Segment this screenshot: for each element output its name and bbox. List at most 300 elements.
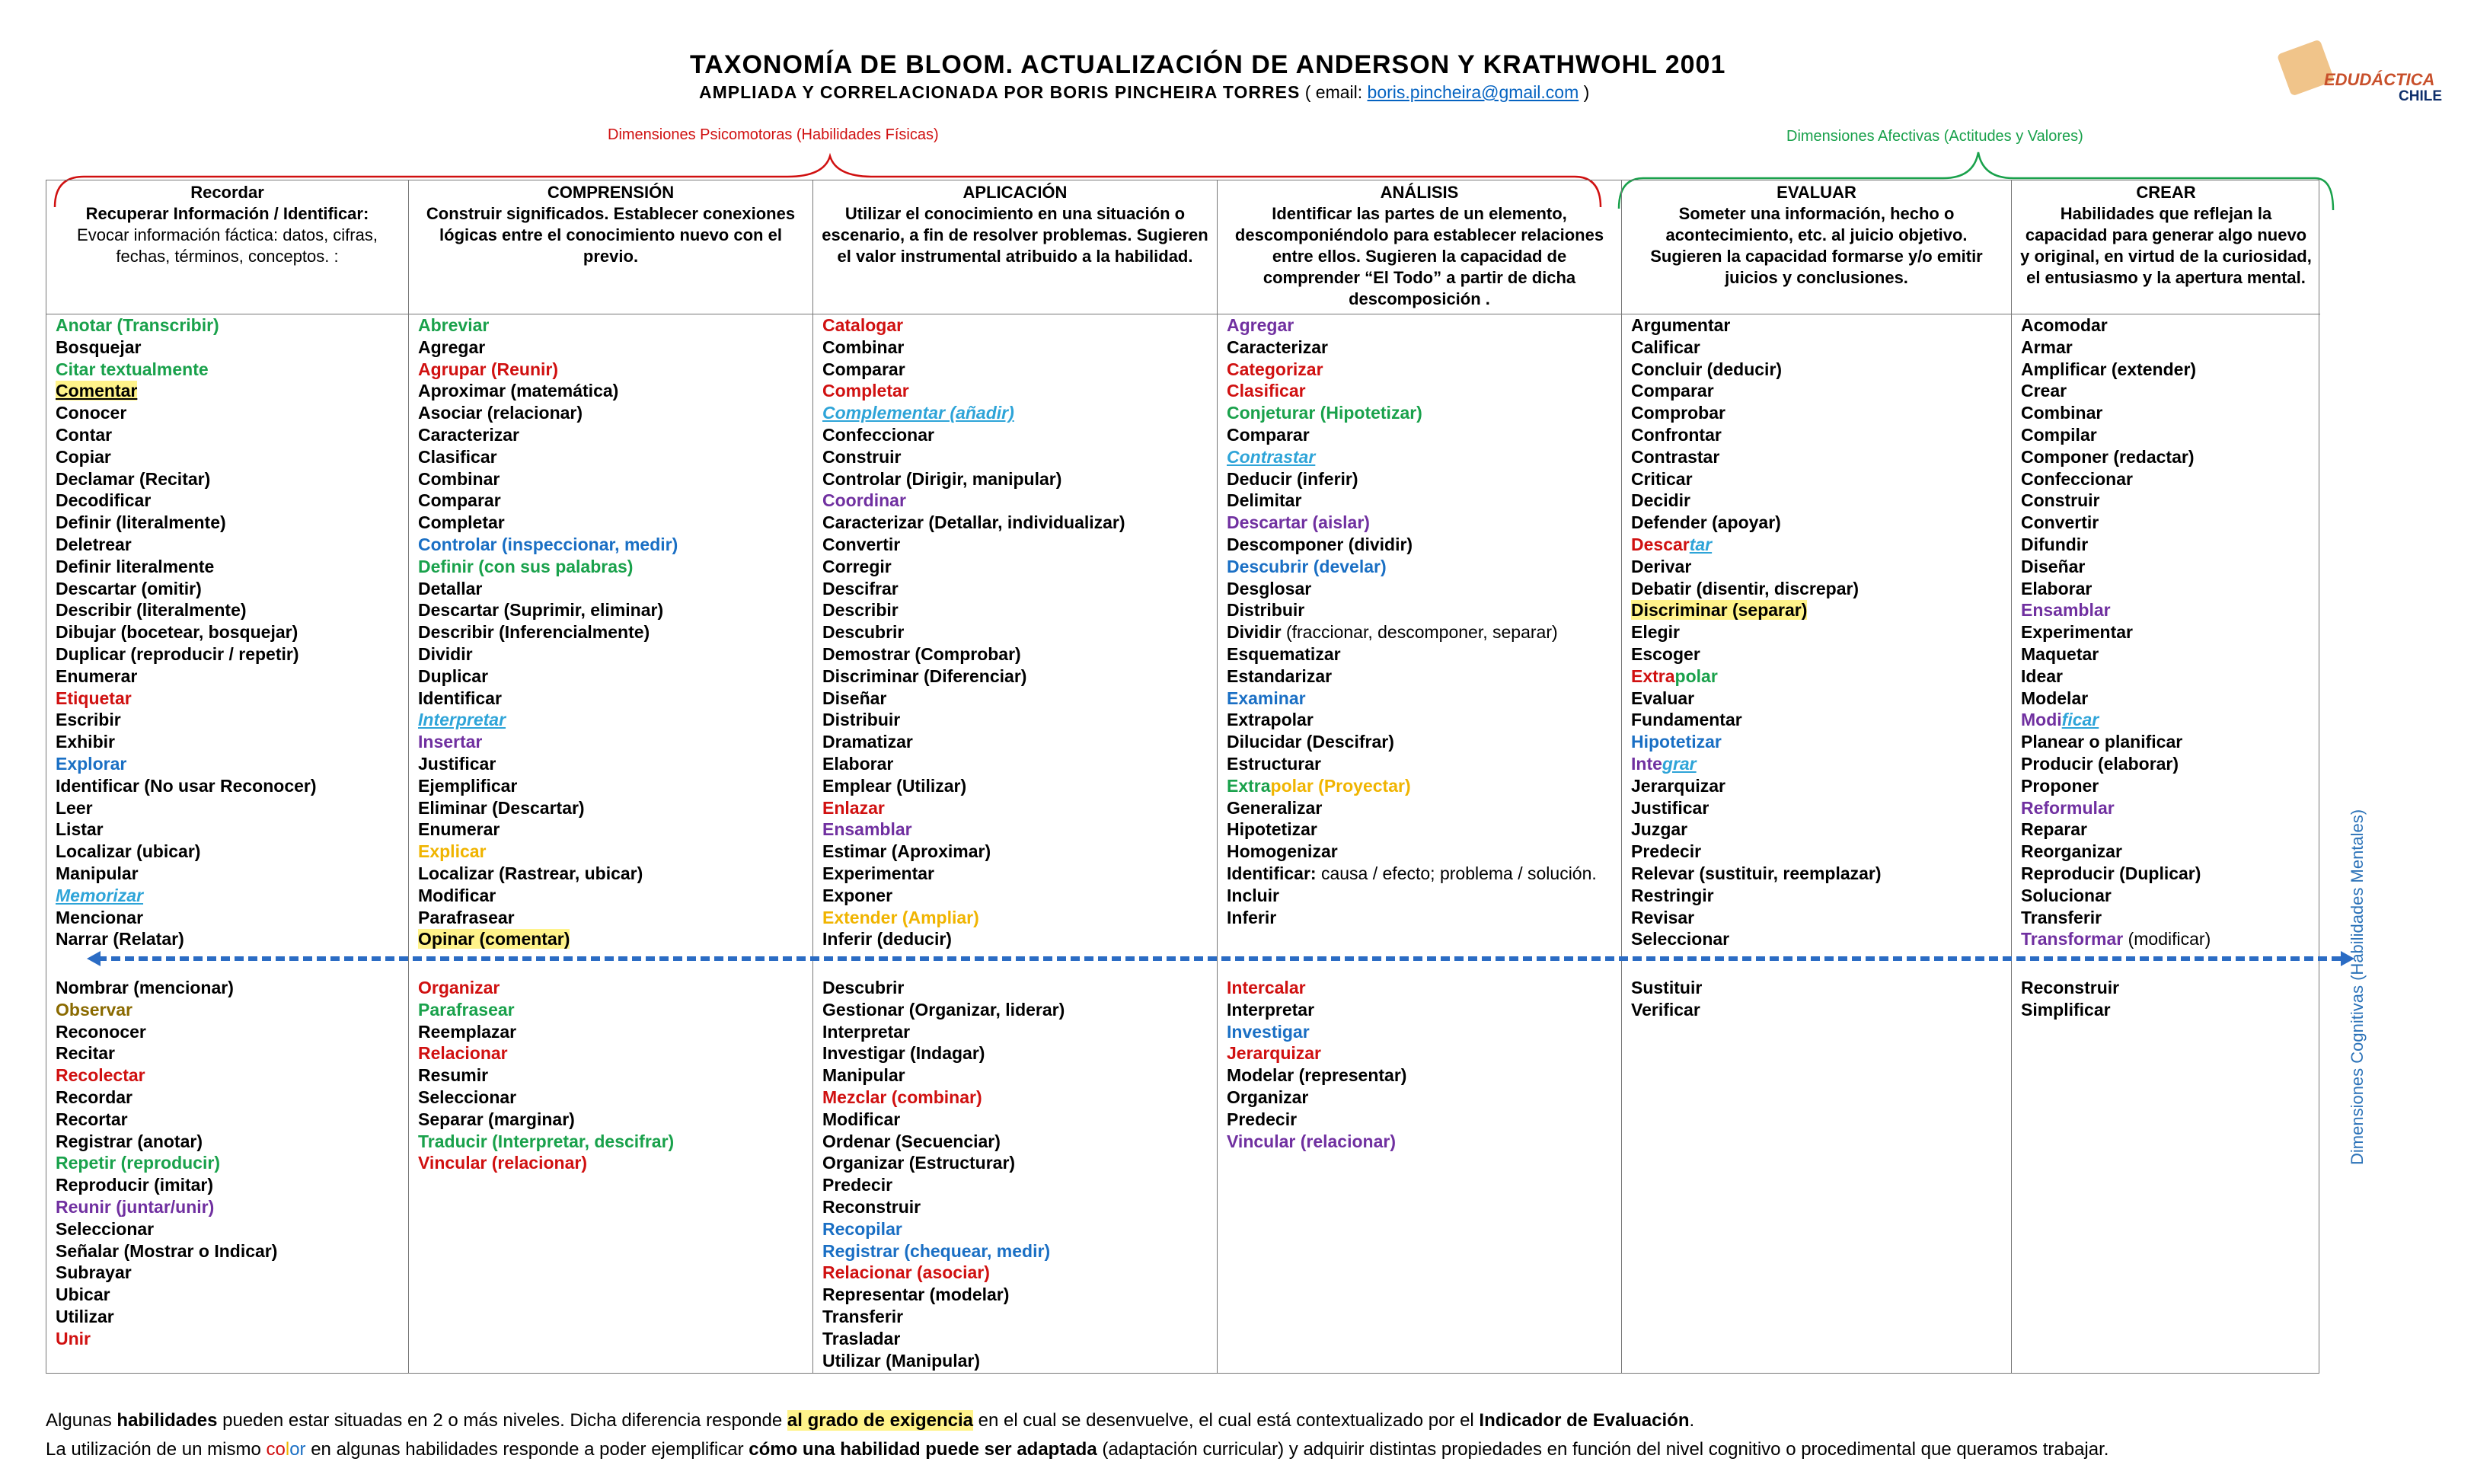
skill-verb-text: Manipular — [56, 863, 139, 883]
skill-verb-text: Desglosar — [1227, 578, 1312, 598]
skill-verb — [822, 314, 1214, 337]
skill-verb-text: Duplicar (reproducir / repetir) — [56, 643, 299, 664]
skill-verb — [418, 907, 809, 929]
skill-verb — [56, 599, 405, 621]
skill-verb — [1227, 643, 1618, 665]
skill-verb-text: Inferir — [1227, 907, 1277, 927]
column-crear — [2012, 180, 2320, 1373]
skill-verb-text: Dividir — [1227, 622, 1282, 643]
skill-verb — [1631, 977, 2008, 999]
skill-verb-text: Combinar — [822, 337, 905, 357]
skill-verb-text: Nombrar (mencionar) — [56, 978, 234, 997]
skill-verb — [56, 1042, 405, 1064]
skill-verb — [2021, 556, 2317, 578]
skill-verb — [418, 731, 809, 753]
skill-verb — [418, 643, 809, 665]
skill-verb-text: Interpretar — [822, 1021, 911, 1042]
skill-verb-text: Subrayar — [56, 1262, 132, 1283]
skill-verb — [2021, 359, 2317, 381]
skill-verb-text: Conjeturar (Hipotetizar) — [1227, 403, 1422, 423]
skill-verb-text: Contar — [56, 424, 113, 445]
skill-list-bottom — [1227, 977, 1618, 1152]
skill-verb-text: Ensamblar — [822, 819, 912, 840]
skill-verb — [56, 753, 405, 775]
skill-verb — [2021, 446, 2317, 468]
skill-verb-text: Examinar — [1227, 688, 1306, 708]
skill-verb — [822, 1240, 1214, 1262]
skill-verb-text: Bosquejar — [56, 337, 142, 357]
skill-verb — [1227, 731, 1618, 753]
skill-verb-text: Esquematizar — [1227, 643, 1341, 664]
skill-verb-text: Localizar (ubicar) — [56, 841, 201, 862]
skill-verb-text: Explorar — [56, 753, 127, 774]
skill-verb-text: Utilizar — [56, 1306, 114, 1326]
skill-verb — [418, 337, 809, 359]
skill-verb-text: Copiar — [56, 446, 111, 467]
arrow-left-icon — [87, 951, 101, 966]
skill-verb — [418, 468, 809, 490]
skill-verb-text: Predecir — [1631, 841, 1702, 862]
skill-verb-text: Inferir (deducir) — [822, 929, 952, 949]
skill-verb-text: Extender (Ampliar) — [822, 907, 979, 927]
skill-verb — [1227, 1064, 1618, 1087]
skill-verb-text: Dramatizar — [822, 732, 913, 752]
footer1-part-d: al grado de exigencia — [787, 1410, 973, 1431]
skill-verb — [56, 534, 405, 556]
skill-verb-text: Citar textualmente — [56, 359, 209, 379]
skill-verb — [2021, 599, 2317, 621]
skill-verb — [822, 643, 1214, 665]
skill-verb — [56, 1218, 405, 1240]
skill-verb — [418, 863, 809, 885]
skill-verb — [56, 578, 405, 600]
skill-verb — [1631, 775, 2008, 797]
skill-verb — [1227, 468, 1618, 490]
column-header — [813, 180, 1217, 314]
skill-verb — [1631, 424, 2008, 446]
skill-verb — [2021, 468, 2317, 490]
skill-verb-text: Utilizar (Manipular) — [822, 1350, 981, 1371]
column-aplicación — [813, 180, 1218, 1373]
skill-verb — [1227, 885, 1618, 907]
skill-verb — [822, 599, 1214, 621]
skill-verb — [1227, 688, 1618, 710]
skill-verb-text: Investigar — [1227, 1021, 1310, 1042]
skill-verb-text: Localizar (Rastrear, ubicar) — [418, 863, 643, 883]
skill-verb-text: Recortar — [56, 1109, 128, 1129]
skill-verb-text: Unir — [56, 1328, 91, 1348]
skill-verb-text: Narrar (Relatar) — [56, 929, 184, 949]
skill-verb — [418, 359, 809, 381]
skill-verb — [56, 446, 405, 468]
skill-verb — [1631, 380, 2008, 402]
skill-verb — [56, 863, 405, 885]
skill-verb — [1631, 578, 2008, 600]
skill-verb — [1631, 819, 2008, 841]
skill-list-top — [56, 314, 405, 950]
skill-list-bottom — [1631, 977, 2008, 1021]
skill-verb — [1631, 797, 2008, 819]
skill-verb-text: Emplear (Utilizar) — [822, 775, 967, 796]
skill-verb — [2021, 753, 2317, 775]
skill-verb — [1227, 907, 1618, 929]
skill-verb-text: Justificar — [1631, 797, 1709, 818]
skill-verb-text: Descubrir (develar) — [1227, 556, 1387, 576]
skill-verb — [56, 688, 405, 710]
skill-verb — [822, 1064, 1214, 1087]
email-prefix: ( email: — [1300, 82, 1368, 102]
skill-verb — [2021, 424, 2317, 446]
skill-verb-text: Relacionar — [418, 1043, 508, 1064]
skill-verb-text: Agrupar (Reunir) — [418, 359, 558, 379]
skill-verb-text: Delimitar — [1227, 490, 1302, 511]
skill-verb — [822, 1174, 1214, 1196]
skill-verb-text: Abreviar — [418, 315, 490, 335]
skill-verb — [1227, 819, 1618, 841]
skill-verb — [1227, 1109, 1618, 1131]
skill-verb — [56, 314, 405, 337]
skill-verb-text: Definir (con sus palabras) — [418, 556, 634, 576]
skill-verb-text: Investigar (Indagar) — [822, 1043, 985, 1064]
skill-verb-text: Recolectar — [56, 1065, 145, 1086]
skill-verb-text: Ubicar — [56, 1285, 110, 1305]
skill-verb — [822, 928, 1214, 950]
footer1-part-e: en el cual se desenvuelve, el cual está contextualizado por el — [973, 1410, 1480, 1431]
skill-verb-text: Reconstruir — [2021, 978, 2120, 997]
skill-verb-text: Conocer — [56, 403, 127, 423]
skill-verb — [822, 1218, 1214, 1240]
skill-verb — [822, 1328, 1214, 1350]
skill-verb — [56, 1021, 405, 1043]
skill-verb — [2021, 731, 2317, 753]
footer1-part-b: habilidades — [117, 1410, 218, 1431]
skill-verb — [418, 841, 809, 863]
skill-verb — [418, 599, 809, 621]
column-title: COMPRENSIÓN — [547, 183, 675, 202]
skill-verb-text: Ordenar (Secuenciar) — [822, 1131, 1001, 1151]
column-recordar — [46, 180, 409, 1373]
skill-verb — [418, 688, 809, 710]
skill-verb — [56, 1196, 405, 1218]
skill-verb-text: Describir — [822, 600, 899, 621]
skill-verb-text: Extrapolar — [1227, 710, 1314, 730]
skill-verb — [1631, 907, 2008, 929]
skill-verb — [1227, 446, 1618, 468]
skill-verb — [822, 688, 1214, 710]
skill-verb-text: Decidir — [1631, 490, 1690, 511]
skill-verb — [56, 665, 405, 688]
skill-verb-text: Confeccionar — [822, 424, 934, 445]
skill-verb-text: Organizar — [1227, 1087, 1309, 1107]
skill-verb: Modificar — [2021, 710, 2099, 730]
skill-verb — [2021, 337, 2317, 359]
skill-verb — [1227, 621, 1618, 643]
column-comprensión — [409, 180, 813, 1373]
footer2-part-a: La utilización de un mismo — [46, 1439, 267, 1460]
skill-list-bottom — [822, 977, 1214, 1371]
skill-verb — [822, 731, 1214, 753]
skill-verb — [418, 709, 809, 731]
skill-verb — [56, 731, 405, 753]
skill-verb — [56, 1087, 405, 1109]
skill-verb-text: Dibujar (bocetear, bosquejar) — [56, 622, 298, 643]
skill-verb — [822, 359, 1214, 381]
skill-verb — [2021, 775, 2317, 797]
footer2-part-b: en algunas habilidades responde a poder ejemplificar — [305, 1439, 749, 1460]
skill-verb: Extrapolar (Proyectar) — [1227, 775, 1411, 796]
skill-verb-text: Traducir (Interpretar, descifrar) — [418, 1131, 675, 1151]
skill-verb — [1227, 534, 1618, 556]
skill-verb — [822, 1196, 1214, 1218]
skill-verb-text: Organizar (Estructurar) — [822, 1153, 1016, 1173]
dimension-cognitivas-label: Dimensiones Cognitivas (Habilidades Mentales) — [2348, 809, 2367, 1165]
skill-verb-text: Demostrar (Comprobar) — [822, 643, 1021, 664]
skill-verb — [56, 928, 405, 950]
skill-list-top — [2021, 314, 2317, 950]
skill-verb-text: Agregar — [1227, 315, 1294, 335]
skill-verb — [822, 1262, 1214, 1284]
skill-verb — [1631, 468, 2008, 490]
skill-verb — [56, 643, 405, 665]
skill-verb — [822, 490, 1214, 512]
skill-verb-text: Comparar — [418, 490, 501, 511]
skill-verb-text: Distribuir — [1227, 600, 1305, 621]
skill-verb-text: Combinar — [2021, 403, 2103, 423]
skill-verb-text: Definir (literalmente) — [56, 512, 226, 533]
skill-verb — [1631, 841, 2008, 863]
skill-verb — [1631, 863, 2008, 885]
skill-verb — [1227, 402, 1618, 424]
skill-verb — [56, 999, 405, 1021]
skill-verb — [56, 709, 405, 731]
skill-verb — [1631, 314, 2008, 337]
skill-list-bottom — [418, 977, 809, 1174]
skill-verb-text: Transferir — [822, 1306, 904, 1326]
skill-verb — [56, 1284, 405, 1306]
taxonomy-table — [46, 180, 2319, 1374]
skill-verb — [1631, 446, 2008, 468]
skill-verb-text: Reproducir (Duplicar) — [2021, 863, 2201, 883]
skill-verb-text: Convertir — [2021, 512, 2099, 533]
skill-verb — [822, 556, 1214, 578]
skill-verb: Descartar — [1631, 534, 1713, 554]
skill-verb-text: Elaborar — [2021, 578, 2093, 598]
skill-verb — [1631, 337, 2008, 359]
skill-verb-text: Proponer — [2021, 775, 2099, 796]
footer2-color-or: or — [289, 1439, 306, 1460]
skill-verb — [1227, 337, 1618, 359]
skill-verb-text: Identificar — [418, 688, 502, 708]
footer2-part-c: cómo una habilidad puede ser adaptada — [749, 1439, 1097, 1460]
skill-verb-text: Reunir (juntar/unir) — [56, 1196, 215, 1217]
skill-verb-text: Declamar (Recitar) — [56, 468, 211, 489]
skill-verb — [822, 512, 1214, 534]
skill-verb-text: Reconstruir — [822, 1196, 921, 1217]
skill-verb — [822, 534, 1214, 556]
skill-verb-text: Comparar — [1631, 381, 1714, 401]
skill-verb-text: Transferir — [2021, 907, 2102, 927]
skill-verb — [1227, 797, 1618, 819]
skill-verb-text: Dilucidar (Descifrar) — [1227, 732, 1394, 752]
skill-verb-text: Reproducir (imitar) — [56, 1175, 214, 1195]
skill-verb-text: Categorizar — [1227, 359, 1323, 379]
skill-verb — [822, 863, 1214, 885]
skill-verb — [418, 424, 809, 446]
skill-verb — [1227, 1131, 1618, 1153]
skill-verb-text: Predecir — [822, 1175, 893, 1195]
skill-verb-text: Identificar (No usar Reconocer) — [56, 775, 317, 796]
skill-verb — [822, 468, 1214, 490]
skill-verb-text: Relevar (sustituir, reemplazar) — [1631, 863, 1882, 883]
skill-verb — [1227, 556, 1618, 578]
skill-verb — [418, 556, 809, 578]
skill-verb — [1631, 885, 2008, 907]
skill-verb-text: Juzgar — [1631, 819, 1688, 840]
skill-verb-text: Interpretar — [1227, 999, 1315, 1020]
skill-verb-text: Recopilar — [822, 1218, 902, 1239]
skill-verb-text: Reparar — [2021, 819, 2087, 840]
dimension-psicomotoras-label: Dimensiones Psicomotoras (Habilidades Físicas) — [608, 126, 939, 143]
skill-verb — [418, 490, 809, 512]
skill-verb-text: Defender (apoyar) — [1631, 512, 1781, 533]
skill-verb-text: Exponer — [822, 885, 893, 905]
skill-verb — [56, 1306, 405, 1328]
skill-verb — [56, 337, 405, 359]
skill-verb — [822, 709, 1214, 731]
column-description: Identificar las partes de un elemento, descomponiéndolo para establecer relaciones entre ellos. Sugieren la capacidad de comprender “El Todo” a partir de dicha descomposición . — [1234, 204, 1604, 308]
skill-verb — [1631, 599, 2008, 621]
cognitive-divider-arrow — [97, 956, 2341, 961]
skill-verb — [1631, 999, 2008, 1021]
skill-verb: Extrapolar — [1631, 665, 1718, 686]
skill-verb-note: causa / efecto; problema / solución. — [1316, 863, 1597, 883]
skill-verb-text: Seleccionar — [56, 1218, 155, 1239]
skill-verb-text: Solucionar — [2021, 885, 2112, 905]
skill-verb — [1631, 928, 2008, 950]
skill-verb — [56, 424, 405, 446]
skill-verb-text: Reformular — [2021, 797, 2115, 818]
skill-verb-text: Confrontar — [1631, 424, 1722, 445]
skill-verb — [822, 446, 1214, 468]
skill-verb — [1631, 688, 2008, 710]
column-title: EVALUAR — [1776, 183, 1856, 202]
skill-verb — [2021, 578, 2317, 600]
skill-verb-text: Complementar (añadir) — [822, 403, 1014, 423]
skill-verb — [56, 977, 405, 999]
skill-verb-text: Jerarquizar — [1631, 775, 1726, 796]
skill-verb-text: Mencionar — [56, 907, 144, 927]
skill-verb — [2021, 380, 2317, 402]
skill-verb-text: Debatir (disentir, discrepar) — [1631, 578, 1859, 598]
skill-verb-text: Vincular (relacionar) — [1227, 1131, 1396, 1151]
skill-verb-text: Predecir — [1227, 1109, 1298, 1129]
skill-verb-text: Construir — [822, 446, 902, 467]
arrow-right-icon — [2341, 951, 2354, 966]
skill-verb-text: Verificar — [1631, 999, 1700, 1020]
skill-verb-text: Generalizar — [1227, 797, 1323, 818]
skill-verb — [418, 797, 809, 819]
skill-verb-text: Escoger — [1631, 643, 1700, 664]
skill-verb-text: Discriminar (separar) — [1631, 600, 1808, 621]
skill-verb — [418, 380, 809, 402]
skill-verb — [56, 1174, 405, 1196]
skill-verb-text: Vincular (relacionar) — [418, 1153, 587, 1173]
skill-verb — [822, 621, 1214, 643]
skill-verb-text: Resumir — [418, 1065, 489, 1086]
footer2-color-l: l — [285, 1439, 290, 1460]
skill-verb — [822, 1306, 1214, 1328]
email-link[interactable]: boris.pincheira@gmail.com — [1367, 82, 1579, 102]
footer1-part-f: Indicador de Evaluación — [1479, 1410, 1690, 1431]
skill-verb-text: Enumerar — [56, 665, 138, 686]
skill-verb — [418, 512, 809, 534]
skill-verb — [1227, 1087, 1618, 1109]
skill-verb — [56, 797, 405, 819]
footer1-part-a: Algunas — [46, 1410, 117, 1431]
column-description: Habilidades que reflejan la capacidad para generar algo nuevo y original, en virtud de la curiosidad, el entusiasmo y la apertura mental. — [2020, 204, 2312, 287]
skill-verb-text: Comentar — [56, 381, 138, 401]
logo-text-chile: CHILE — [2399, 88, 2442, 104]
skill-verb-text: Exhibir — [56, 732, 115, 752]
skill-verb-text: Relacionar (asociar) — [822, 1262, 990, 1283]
skill-verb-text: Idear — [2021, 665, 2063, 686]
skill-verb — [1227, 359, 1618, 381]
skill-verb-text: Homogenizar — [1227, 841, 1338, 862]
skill-verb-text: Organizar — [418, 978, 500, 997]
skill-verb-text: Anotar (Transcribir) — [56, 315, 219, 335]
skill-verb — [2021, 402, 2317, 424]
skill-verb-text: Catalogar — [822, 315, 904, 335]
skill-verb — [418, 928, 809, 950]
skill-verb — [56, 907, 405, 929]
skill-verb-text: Duplicar — [418, 665, 489, 686]
skill-verb — [56, 556, 405, 578]
skill-verb-text: Parafrasear — [418, 907, 515, 927]
skill-verb — [1631, 490, 2008, 512]
footer1-part-g: . — [1689, 1410, 1695, 1431]
skill-verb — [822, 885, 1214, 907]
skill-verb-text: Mezclar (combinar) — [822, 1087, 982, 1107]
skill-verb-text: Incluir — [1227, 885, 1280, 905]
skill-verb — [2021, 490, 2317, 512]
skill-verb — [2021, 999, 2317, 1021]
footer2-color-co: co — [266, 1439, 286, 1460]
skill-verb-text: Fundamentar — [1631, 710, 1742, 730]
skill-verb — [1227, 863, 1618, 885]
skill-verb — [418, 1109, 809, 1131]
skill-verb-text: Ejemplificar — [418, 775, 518, 796]
skill-verb — [56, 512, 405, 534]
skill-verb-text: Seleccionar — [1631, 929, 1730, 949]
skill-verb-text: Reconocer — [56, 1021, 146, 1042]
column-description: Construir significados. Establecer conexiones lógicas entre el conocimiento nuevo con el previo. — [426, 204, 796, 266]
skill-verb — [1631, 556, 2008, 578]
skill-verb — [56, 1240, 405, 1262]
skill-verb — [2021, 621, 2317, 643]
column-description: Utilizar el conocimiento en una situación o escenario, a fin de resolver problemas. Sugieren el valor instrumental atribuido a la habilidad. — [822, 204, 1208, 266]
skill-verb — [1227, 599, 1618, 621]
skill-verb-text: Caracterizar (Detallar, individualizar) — [822, 512, 1125, 533]
skill-verb-text: Controlar (inspeccionar, medir) — [418, 534, 678, 554]
skill-verb — [2021, 512, 2317, 534]
footer2-part-d: (adaptación curricular) y adquirir distintas propiedades en función del nivel cognitivo o procedimental que queramos trabajar. — [1097, 1439, 2109, 1460]
skill-verb — [822, 1021, 1214, 1043]
skill-verb-text: Dividir — [418, 643, 473, 664]
skill-verb-text: Registrar (chequear, medir) — [822, 1240, 1051, 1261]
skill-verb-text: Descartar (Suprimir, eliminar) — [418, 600, 664, 621]
skill-verb-text: Maquetar — [2021, 643, 2099, 664]
skill-verb-text: Señalar (Mostrar o Indicar) — [56, 1240, 278, 1261]
